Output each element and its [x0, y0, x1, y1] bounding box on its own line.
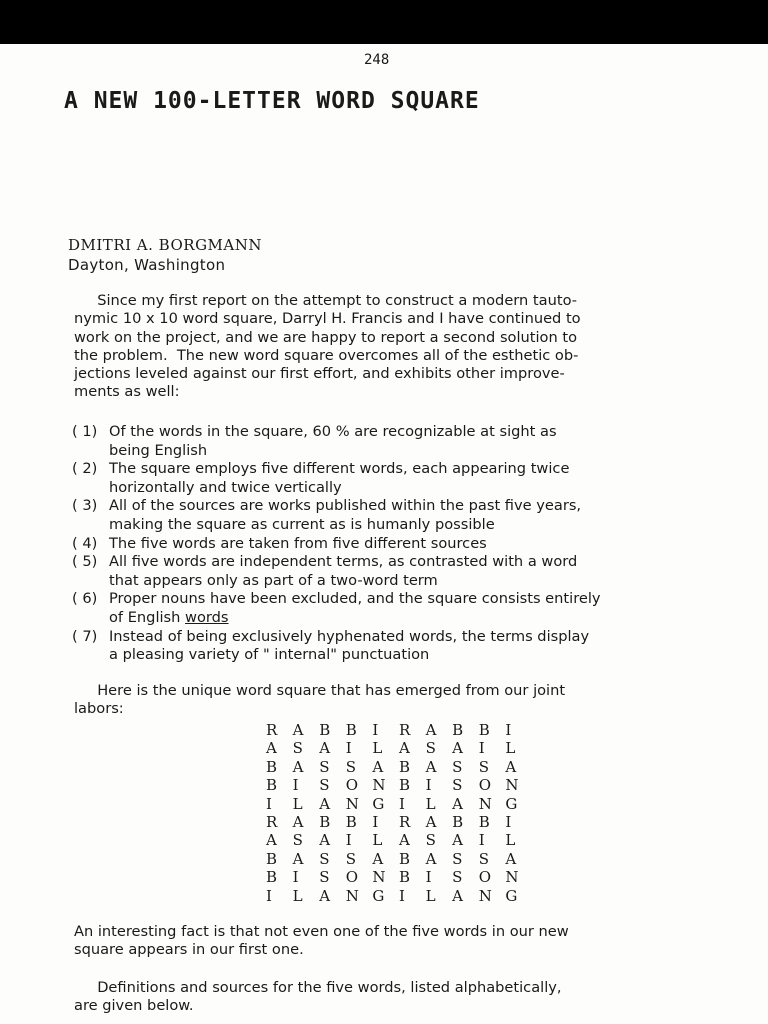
- word-square-row: [266, 868, 532, 886]
- list-item-text: All of the sources are works published within the past five years,: [109, 497, 582, 515]
- word-square-letter: S: [345, 757, 357, 776]
- list-item-line: [109, 497, 601, 516]
- word-square-letter: A: [266, 831, 277, 850]
- word-square-letter: A: [319, 831, 331, 850]
- word-square: [266, 721, 532, 905]
- word-square-letter: R: [398, 812, 411, 831]
- word-square-letter: B: [266, 868, 278, 887]
- word-square-letter: S: [478, 849, 490, 868]
- word-square-letter: B: [478, 812, 490, 831]
- word-square-letter: N: [478, 886, 492, 905]
- word-square-letter: A: [398, 831, 410, 850]
- word-square-row: [266, 887, 532, 905]
- word-square-letter: S: [319, 757, 330, 776]
- word-square-letter: B: [478, 721, 490, 739]
- word-square-letter: A: [292, 721, 304, 739]
- intro-paragraph: [74, 292, 581, 402]
- word-square-letter: R: [266, 721, 278, 739]
- list-item-number: ( 7): [72, 627, 98, 645]
- word-square-letter: L: [425, 794, 436, 813]
- scan-top-border: [0, 0, 768, 44]
- list-item-number: ( 2): [72, 460, 98, 478]
- word-square-letter: B: [398, 757, 410, 776]
- word-square-letter: G: [505, 794, 518, 813]
- square-intro-line: Here is the unique word square that has emerged from our joint: [74, 682, 566, 699]
- word-square-letter: I: [345, 831, 352, 850]
- word-square-letter: N: [345, 794, 359, 813]
- list-item-number: ( 6): [72, 590, 98, 608]
- word-square-letter: S: [452, 849, 463, 868]
- word-square-row: [266, 721, 532, 739]
- list-item-line: [109, 479, 601, 498]
- word-square-letter: L: [425, 886, 436, 905]
- word-square-letter: B: [319, 812, 331, 831]
- list-item-text: being English: [109, 441, 208, 459]
- list-item: [72, 590, 601, 627]
- word-square-letter: N: [345, 886, 359, 905]
- list-item-text: Instead of being exclusively hyphenated words, the terms display: [109, 627, 590, 645]
- square-intro-paragraph: [74, 682, 565, 719]
- word-square-letter: G: [372, 794, 385, 813]
- word-square-letter: S: [452, 868, 463, 887]
- list-item-text: The square employs five different words, each appearing twice: [109, 460, 570, 478]
- fact-paragraph: [74, 923, 569, 960]
- word-square-row: [266, 831, 532, 849]
- word-square-letter: B: [452, 812, 464, 831]
- word-square-letter: A: [452, 794, 463, 813]
- word-square-letter: A: [425, 812, 437, 831]
- list-item: [72, 535, 601, 554]
- word-square-letter: O: [345, 776, 359, 795]
- list-item: [72, 553, 601, 590]
- word-square-letter: L: [292, 794, 303, 813]
- word-square-letter: S: [319, 868, 330, 887]
- word-square-letter: A: [319, 739, 331, 758]
- word-square-letter: A: [425, 721, 437, 739]
- list-item-line: [109, 572, 601, 591]
- word-square-letter: S: [319, 849, 330, 868]
- word-square-letter: A: [292, 812, 304, 831]
- word-square-letter: I: [398, 794, 405, 813]
- word-square-letter: B: [398, 849, 410, 868]
- word-square-letter: I: [372, 721, 379, 739]
- fact-line: An interesting fact is that not even one of the five words in our new: [74, 923, 569, 940]
- word-square-row: [266, 813, 532, 831]
- word-square-letter: L: [372, 739, 383, 758]
- list-item-line: [109, 535, 601, 554]
- list-item-line: [109, 516, 601, 535]
- underlined-word: words: [185, 608, 229, 626]
- word-square-letter: S: [452, 757, 463, 776]
- word-square-letter: B: [266, 776, 278, 795]
- word-square-letter: R: [266, 812, 278, 831]
- word-square-letter: B: [266, 849, 278, 868]
- list-item-number: ( 3): [72, 497, 98, 515]
- author-location: Dayton, Washington: [68, 256, 226, 274]
- list-item-number: ( 4): [72, 534, 98, 552]
- word-square-letter: I: [345, 739, 352, 758]
- word-square-letter: L: [505, 831, 516, 850]
- list-item-text: making the square as current as is humanly possible: [109, 515, 495, 533]
- word-square-letter: N: [505, 776, 519, 795]
- word-square-letter: A: [505, 849, 517, 868]
- list-item-line: [109, 423, 601, 442]
- word-square-letter: I: [425, 868, 432, 887]
- square-intro-line: labors:: [74, 700, 124, 718]
- word-square-letter: O: [478, 868, 492, 887]
- word-square-letter: O: [478, 776, 492, 795]
- word-square-letter: O: [345, 868, 359, 887]
- word-square-letter: I: [266, 886, 272, 905]
- word-square-letter: A: [452, 739, 463, 758]
- list-item-number: ( 5): [72, 553, 98, 571]
- word-square-letter: L: [372, 831, 383, 850]
- word-square-letter: B: [319, 721, 331, 739]
- word-square-letter: B: [398, 776, 410, 795]
- word-square-row: [266, 776, 532, 794]
- list-item-text: The five words are taken from five different sources: [109, 534, 487, 552]
- word-square-letter: B: [452, 721, 464, 739]
- author-name: DMITRI A. BORGMANN: [68, 236, 262, 254]
- list-item-text: horizontally and twice vertically: [109, 478, 342, 496]
- word-square-letter: I: [372, 812, 379, 831]
- word-square-letter: A: [319, 886, 331, 905]
- list-item-text: of English: [109, 608, 186, 626]
- fact-line: square appears in our first one.: [74, 941, 304, 959]
- intro-line: nymic 10 x 10 word square, Darryl H. Francis and I have continued to: [74, 310, 581, 328]
- word-square-letter: G: [505, 886, 518, 905]
- word-square-letter: I: [425, 776, 432, 795]
- word-square-letter: I: [505, 721, 512, 739]
- list-item-line: [109, 628, 601, 647]
- list-item-line: [109, 460, 601, 479]
- word-square-letter: L: [292, 886, 303, 905]
- word-square-letter: S: [452, 776, 463, 795]
- word-square-letter: I: [266, 794, 272, 813]
- article-title: A NEW 100-LETTER WORD SQUARE: [64, 88, 480, 114]
- list-item: [72, 628, 601, 665]
- word-square-row: [266, 739, 532, 757]
- list-item-line: [109, 590, 601, 609]
- word-square-letter: A: [292, 849, 304, 868]
- word-square-letter: I: [398, 886, 405, 905]
- word-square-letter: L: [505, 739, 516, 758]
- list-item-line: [109, 646, 601, 665]
- word-square-letter: B: [345, 812, 357, 831]
- intro-line: ments as well:: [74, 383, 180, 401]
- word-square-letter: A: [425, 757, 437, 776]
- intro-line: Since my first report on the attempt to construct a modern tauto-: [74, 292, 578, 309]
- word-square-letter: A: [452, 831, 463, 850]
- closing-line: are given below.: [74, 997, 194, 1015]
- word-square-letter: A: [452, 886, 463, 905]
- word-square-letter: A: [292, 757, 304, 776]
- intro-line: jections leveled against our first effort, and exhibits other improve-: [74, 365, 565, 383]
- word-square-letter: I: [292, 868, 299, 887]
- word-square-letter: A: [266, 739, 277, 758]
- list-item-text: Proper nouns have been excluded, and the square consists entirely: [109, 590, 601, 608]
- word-square-letter: R: [398, 721, 411, 739]
- list-item-text: All five words are independent terms, as contrasted with a word: [109, 553, 578, 571]
- list-item-text: that appears only as part of a two-word term: [109, 571, 438, 589]
- word-square-letter: B: [398, 868, 410, 887]
- improvements-list: [72, 423, 601, 665]
- word-square-letter: A: [319, 794, 331, 813]
- word-square-row: [266, 758, 532, 776]
- list-item-line: [109, 609, 601, 628]
- list-item: [72, 497, 601, 534]
- word-square-letter: I: [478, 739, 485, 758]
- list-item: [72, 423, 601, 460]
- list-item-number: ( 1): [72, 423, 98, 440]
- word-square-letter: N: [372, 776, 386, 795]
- word-square-letter: S: [319, 776, 330, 795]
- word-square-letter: A: [425, 849, 437, 868]
- word-square-letter: B: [345, 721, 357, 739]
- word-square-row: [266, 850, 532, 868]
- closing-line: Definitions and sources for the five words, listed alphabetically,: [74, 979, 562, 996]
- word-square-letter: S: [425, 739, 436, 758]
- intro-line: work on the project, and we are happy to report a second solution to: [74, 328, 578, 346]
- word-square-letter: I: [292, 776, 299, 795]
- list-item-line: [109, 442, 601, 461]
- word-square-letter: A: [398, 739, 410, 758]
- word-square-letter: S: [345, 849, 357, 868]
- list-item-line: [109, 553, 601, 572]
- word-square-letter: A: [505, 757, 517, 776]
- intro-line: the problem. The new word square overcomes all of the esthetic ob-: [74, 346, 579, 364]
- word-square-letter: A: [372, 757, 384, 776]
- word-square-letter: B: [266, 757, 278, 776]
- word-square-letter: N: [505, 868, 519, 887]
- page-number: 248: [364, 52, 390, 68]
- word-square-letter: G: [372, 886, 385, 905]
- list-item-text: Of the words in the square, 60 % are recognizable at sight as: [109, 423, 557, 440]
- word-square-letter: I: [478, 831, 485, 850]
- word-square-letter: S: [478, 757, 490, 776]
- word-square-letter: S: [425, 831, 436, 850]
- word-square-letter: S: [292, 831, 303, 850]
- word-square-letter: N: [372, 868, 386, 887]
- word-square-letter: N: [478, 794, 492, 813]
- closing-paragraph: [74, 979, 562, 1016]
- word-square-letter: S: [292, 739, 303, 758]
- word-square-letter: I: [505, 812, 512, 831]
- list-item-text: a pleasing variety of " internal" punctuation: [109, 646, 430, 664]
- list-item: [72, 460, 601, 497]
- word-square-letter: A: [372, 849, 384, 868]
- word-square-row: [266, 795, 532, 813]
